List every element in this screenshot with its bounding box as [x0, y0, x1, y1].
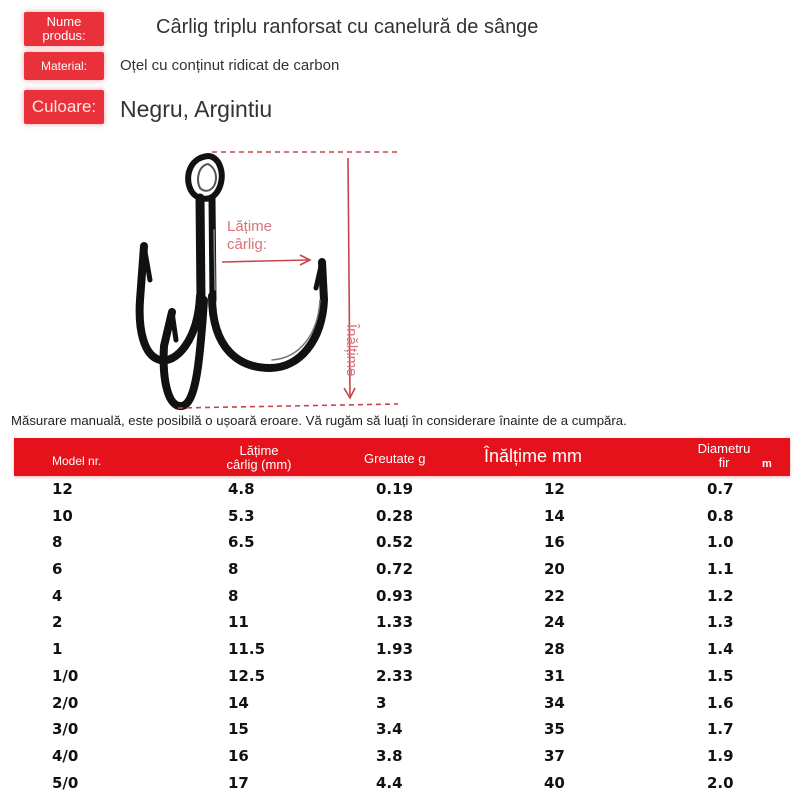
table-row [14, 609, 790, 636]
table-row [14, 503, 790, 530]
cell-width: 16 [228, 746, 249, 765]
table-row [14, 770, 790, 797]
color-label: Culoare: [24, 90, 104, 124]
table-body [14, 476, 790, 796]
cell-weight: 0.28 [376, 506, 414, 525]
header-model: Model nr. [52, 454, 102, 468]
hook-width-label: Lățime cârlig: [227, 218, 273, 253]
cell-height: 31 [544, 666, 565, 685]
cell-height: 22 [544, 586, 565, 605]
cell-weight: 3.4 [376, 720, 403, 739]
cell-model: 3/0 [52, 720, 79, 739]
cell-width: 4.8 [228, 480, 255, 498]
cell-width: 15 [228, 720, 249, 739]
header-height: Înălțime mm [484, 446, 583, 466]
cell-model: 4/0 [52, 746, 79, 765]
cell-width: 11 [228, 613, 249, 632]
cell-diameter: 1.6 [707, 693, 734, 712]
cell-height: 37 [544, 746, 565, 765]
cell-model: 1/0 [52, 666, 79, 685]
cell-diameter: 0.8 [707, 506, 734, 525]
table-row [14, 556, 790, 583]
cell-diameter: 1.2 [707, 586, 734, 605]
table-row [14, 583, 790, 610]
cell-diameter: 1.0 [707, 533, 734, 552]
cell-model: 1 [52, 640, 63, 659]
header-weight: Greutate g [364, 451, 426, 466]
color-value: Negru, Argintiu [120, 96, 273, 122]
cell-width: 17 [228, 773, 249, 792]
table-row [14, 663, 790, 690]
cell-weight: 0.52 [376, 533, 414, 552]
cell-model: 2 [52, 613, 63, 632]
size-table [14, 438, 790, 796]
cell-model: 4 [52, 586, 63, 605]
cell-diameter: 1.5 [707, 666, 734, 685]
hook-height-label: Înălțime [343, 324, 360, 377]
header-diameter: Diametru fir [697, 441, 751, 470]
header-diameter-unit: m [762, 458, 772, 470]
cell-weight: 1.93 [376, 640, 414, 659]
cell-weight: 3 [376, 693, 387, 712]
cell-diameter: 1.7 [707, 720, 734, 739]
cell-model: 6 [52, 560, 63, 579]
cell-weight: 0.72 [376, 560, 414, 579]
cell-width: 14 [228, 693, 249, 712]
cell-weight: 0.19 [376, 480, 414, 498]
table-row [14, 743, 790, 770]
table-header [14, 438, 790, 476]
cell-weight: 2.33 [376, 666, 414, 685]
header-width: Lățime cârlig (mm) [226, 443, 292, 472]
cell-width: 11.5 [228, 640, 266, 659]
cell-weight: 4.4 [376, 773, 403, 792]
cell-model: 8 [52, 533, 63, 552]
table-row [14, 476, 790, 503]
table-row [14, 636, 790, 663]
cell-model: 2/0 [52, 693, 79, 712]
cell-height: 28 [544, 640, 565, 659]
table-row [14, 716, 790, 743]
cell-diameter: 1.4 [707, 640, 734, 659]
cell-height: 24 [544, 613, 565, 632]
cell-width: 8 [228, 586, 239, 605]
cell-weight: 1.33 [376, 613, 414, 632]
table-row [14, 690, 790, 717]
cell-weight: 0.93 [376, 586, 414, 605]
cell-model: 12 [52, 480, 73, 498]
cell-diameter: 1.1 [707, 560, 734, 579]
cell-height: 16 [544, 533, 565, 552]
cell-diameter: 1.3 [707, 613, 734, 632]
cell-width: 5.3 [228, 506, 255, 525]
cell-diameter: 0.7 [707, 480, 734, 498]
cell-model: 5/0 [52, 773, 79, 792]
product-name-label: Nume produs: [24, 12, 104, 46]
cell-model: 10 [52, 506, 73, 525]
cell-width: 8 [228, 560, 239, 579]
cell-height: 14 [544, 506, 565, 525]
cell-height: 40 [544, 773, 565, 792]
cell-width: 12.5 [228, 666, 266, 685]
product-name-value: Cârlig triplu ranforsat cu canelură de sânge [156, 16, 539, 38]
measurement-note: Măsurare manuală, este posibilă o ușoară eroare. Vă rugăm să luați în considerare înainte de a cumpăra. [11, 413, 627, 428]
cell-diameter: 2.0 [707, 773, 734, 792]
cell-width: 6.5 [228, 533, 255, 552]
cell-weight: 3.8 [376, 746, 403, 765]
table-row [14, 529, 790, 556]
cell-height: 35 [544, 720, 565, 739]
cell-height: 12 [544, 480, 565, 498]
material-value: Oțel cu conținut ridicat de carbon [120, 57, 340, 74]
cell-diameter: 1.9 [707, 746, 734, 765]
material-label: Material: [24, 52, 104, 80]
cell-height: 20 [544, 560, 565, 579]
cell-height: 34 [544, 693, 565, 712]
